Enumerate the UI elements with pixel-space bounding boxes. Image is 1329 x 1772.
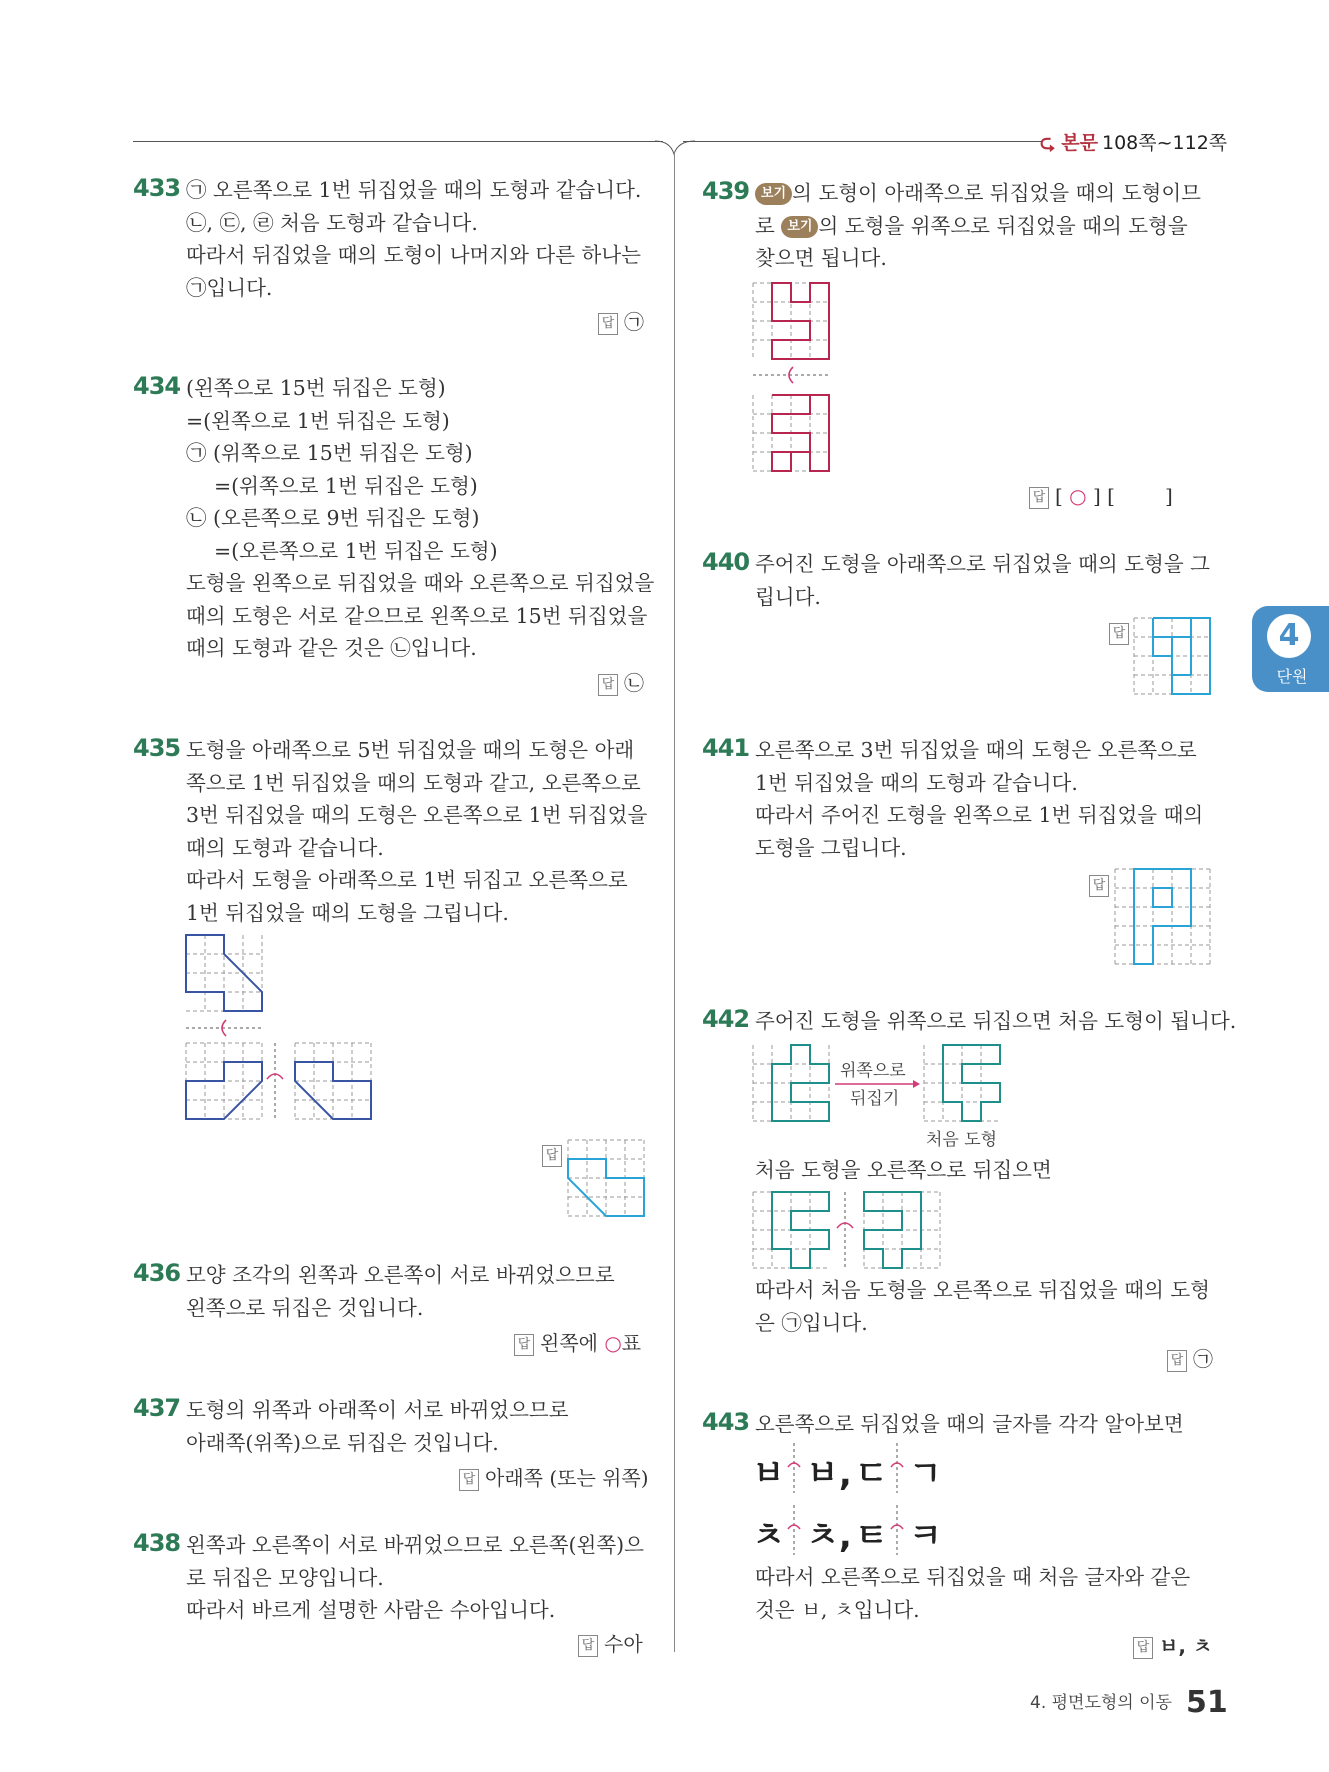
- problem-number: 435: [133, 734, 181, 762]
- flip-right-indicator: [786, 1505, 802, 1555]
- figure-442-first: [753, 1192, 829, 1268]
- solution-line: ㉠ 오른쪽으로 1번 뒤집었을 때의 도형과 같습니다.: [186, 178, 642, 202]
- solution-line: 도형의 위쪽과 아래쪽이 서로 바뀌었으므로: [186, 1398, 569, 1422]
- header-rule-right: [683, 141, 1043, 142]
- letter-flipped: ㄱ: [909, 1454, 942, 1494]
- flip-right-indicator: [889, 1443, 905, 1493]
- problem-number: 436: [133, 1259, 181, 1287]
- solution-line: 1번 뒤집었을 때의 도형과 같습니다.: [755, 770, 1078, 795]
- solution-line: =(왼쪽으로 1번 뒤집은 도형): [186, 408, 450, 433]
- problem-number: 438: [133, 1529, 181, 1557]
- answer-436: [514, 1327, 641, 1356]
- solution-line: =(위쪽으로 1번 뒤집은 도형): [214, 473, 478, 498]
- solution-text: [186, 1394, 569, 1459]
- solution-line: 왼쪽으로 뒤집은 것입니다.: [186, 1295, 424, 1320]
- solution-text: [755, 734, 1203, 864]
- solution-line: (왼쪽으로 15번 뒤집은 도형): [186, 376, 446, 400]
- solution-line: 때의 도형과 같습니다.: [186, 835, 384, 860]
- solution-line: 보기 의 도형이 아래쪽으로 뒤집었을 때의 도형이므: [755, 177, 1201, 210]
- answer-mark: 답: [1029, 487, 1049, 509]
- solution-line: 3번 뒤집었을 때의 도형은 오른쪽으로 1번 뒤집었을: [186, 803, 648, 827]
- solution-line: 따라서 바르게 설명한 사람은 수아입니다.: [186, 1598, 556, 1622]
- solution-line: 오른쪽으로 3번 뒤집었을 때의 도형은 오른쪽으로: [755, 738, 1197, 762]
- figure-442-given: [753, 1045, 829, 1121]
- solution-text: [186, 1529, 644, 1627]
- problem-442-conclusion: [755, 1274, 1210, 1339]
- answer-434: [598, 667, 644, 696]
- answer-437: [459, 1462, 649, 1491]
- figure-435-flipped-down: [186, 1043, 262, 1119]
- problem-number: 440: [702, 548, 750, 576]
- problem-443-conclusion: [755, 1561, 1190, 1626]
- answer-value: 수아: [604, 1632, 643, 1656]
- solution-line: 도형을 왼쪽으로 뒤집었을 때와 오른쪽으로 뒤집었을: [186, 571, 655, 595]
- flip-right-indicator: [786, 1443, 802, 1493]
- answer-value: 아래쪽 (또는 위쪽): [485, 1466, 649, 1490]
- answer-value: ㉠: [1193, 1347, 1213, 1371]
- solution-line: 따라서 뒤집었을 때의 도형이 나머지와 다른 하나는: [186, 243, 641, 267]
- reference-pages: 108쪽~112쪽: [1102, 132, 1228, 154]
- solution-text: [755, 1408, 1184, 1441]
- problem-number: 439: [702, 177, 750, 205]
- solution-line: 주어진 도형을 위쪽으로 뒤집으면 처음 도형이 됩니다.: [755, 1009, 1237, 1033]
- reference-keyword: 본문: [1061, 132, 1098, 154]
- answer-440-mark: [1109, 620, 1135, 645]
- page-number: 51: [1185, 1685, 1228, 1720]
- solution-line: 따라서 처음 도형을 오른쪽으로 뒤집었을 때의 도형: [755, 1278, 1210, 1302]
- answer-441-mark: [1089, 872, 1115, 897]
- solution-text: [186, 174, 641, 304]
- answer-mark: 답: [598, 674, 618, 696]
- problem-number: 433: [133, 174, 181, 202]
- bogi-badge: 보기: [755, 183, 792, 205]
- solution-line: 모양 조각의 왼쪽과 오른쪽이 서로 바뀌었으므로: [186, 1263, 615, 1287]
- answer-mark: 답: [578, 1635, 598, 1657]
- answer-mark: 답: [1089, 875, 1109, 897]
- flip-right-indicator: [834, 1192, 856, 1268]
- letter-original: ㅂ: [752, 1454, 785, 1494]
- bogi-badge: 보기: [781, 216, 818, 238]
- solution-text: [186, 734, 647, 929]
- answer-438: [578, 1628, 643, 1657]
- solution-line: ㉠ (위쪽으로 15번 뒤집은 도형): [186, 441, 473, 465]
- answer-value-suffix: 표: [621, 1331, 642, 1355]
- solution-line: ㉠입니다.: [186, 275, 273, 300]
- solution-text: [755, 548, 1210, 613]
- answer-value: 왼쪽에: [540, 1331, 598, 1355]
- solution-line: 따라서 주어진 도형을 왼쪽으로 1번 뒤집었을 때의: [755, 803, 1204, 827]
- solution-line: 로 뒤집은 모양입니다.: [186, 1565, 384, 1590]
- solution-line: 것은 ㅂ, ㅊ입니다.: [755, 1597, 920, 1622]
- unit-tab: [1252, 606, 1329, 692]
- figure-439-top: [753, 283, 829, 359]
- letter-original: ㄷ: [855, 1454, 888, 1494]
- solution-line: 도형을 아래쪽으로 5번 뒤집었을 때의 도형은 아래: [186, 738, 635, 762]
- answer-mark: 답: [459, 1469, 479, 1491]
- problem-number: 437: [133, 1394, 181, 1422]
- answer-mark: 답: [1133, 1637, 1153, 1659]
- answer-value: ㉡: [624, 671, 644, 695]
- figure-439-bottom: [753, 395, 829, 471]
- solution-line: 때의 도형은 서로 같으므로 왼쪽으로 15번 뒤집었을: [186, 603, 648, 628]
- answer-433: [598, 306, 644, 335]
- unit-label: 단원: [1276, 667, 1308, 686]
- answer-value: ㉠: [624, 310, 644, 334]
- solution-line: 도형을 그립니다.: [755, 835, 907, 860]
- problem-number: 434: [133, 372, 181, 400]
- solution-line: 왼쪽과 오른쪽이 서로 바뀌었으므로 오른쪽(왼쪽)으: [186, 1533, 644, 1557]
- flip-right-indicator: [889, 1505, 905, 1555]
- solution-line: 찾으면 됩니다.: [755, 246, 887, 270]
- figure-caption: 처음 도형: [926, 1130, 998, 1150]
- solution-line: =(오른쪽으로 1번 뒤집은 도형): [214, 538, 498, 563]
- unit-number: 4: [1267, 614, 1311, 658]
- chapter-title: 4. 평면도형의 이동: [1030, 1693, 1172, 1713]
- flip-down-indicator: [753, 365, 829, 385]
- textbook-reference: [1040, 128, 1227, 161]
- answer-mark: 답: [1167, 1350, 1187, 1372]
- figure-442-flipped: [864, 1192, 940, 1268]
- solution-line: 쪽으로 1번 뒤집었을 때의 도형과 같고, 오른쪽으로: [186, 770, 641, 795]
- answer-mark: 답: [598, 313, 618, 335]
- flip-right-indicator: [264, 1043, 286, 1119]
- answer-circle-mark: ○: [1069, 484, 1087, 508]
- answer-440-figure: [1134, 618, 1210, 694]
- solution-line: 따라서 오른쪽으로 뒤집었을 때 처음 글자와 같은: [755, 1565, 1191, 1589]
- answer-442: [1167, 1343, 1213, 1372]
- answer-443: [1133, 1630, 1212, 1659]
- flip-down-indicator: [186, 1018, 262, 1038]
- solution-line: 립니다.: [755, 584, 821, 609]
- answer-mark: 답: [514, 1334, 534, 1356]
- header-rule-left: [133, 141, 663, 142]
- solution-line: 아래쪽(위쪽)으로 뒤집은 것입니다.: [186, 1430, 499, 1455]
- answer-435-mark: [542, 1142, 568, 1167]
- figure-435-flipped-right: [295, 1043, 371, 1119]
- solution-line: 1번 뒤집었을 때의 도형을 그립니다.: [186, 900, 509, 925]
- solution-line: 은 ㉠입니다.: [755, 1310, 868, 1335]
- answer-circle-mark: ○: [604, 1331, 622, 1355]
- letter-flipped: ㅊ,: [806, 1516, 852, 1556]
- column-divider: [674, 152, 675, 1652]
- reference-arrow-icon: ⮎: [1040, 132, 1056, 154]
- letter-original: ㅌ: [855, 1516, 888, 1556]
- answer-mark: 답: [542, 1145, 562, 1167]
- solution-line: ㉡, ㉢, ㉣ 처음 도형과 같습니다.: [186, 210, 478, 235]
- answer-value: ㅂ, ㅊ: [1159, 1634, 1213, 1658]
- solution-line: 때의 도형과 같은 것은 ㉡입니다.: [186, 636, 477, 660]
- solution-line: 주어진 도형을 아래쪽으로 뒤집었을 때의 도형을 그: [755, 552, 1210, 576]
- solution-text: [186, 1259, 615, 1324]
- letter-flipped: ㅂ,: [806, 1454, 852, 1494]
- problem-number: 442: [702, 1005, 750, 1033]
- solution-line: ㉡ (오른쪽으로 9번 뒤집은 도형): [186, 506, 480, 530]
- solution-line: 처음 도형을 오른쪽으로 뒤집으면: [755, 1158, 1052, 1182]
- arrow-label-top: 위쪽으로: [840, 1061, 906, 1081]
- answer-439: 답 [ ○ ] [ ]: [1029, 484, 1173, 509]
- figure-442-original: [924, 1045, 1000, 1121]
- answer-mark: 답: [1109, 623, 1129, 645]
- solution-text: [186, 372, 654, 665]
- problem-number: 441: [702, 734, 750, 762]
- solution-line: 로 보기 의 도형을 위쪽으로 뒤집었을 때의 도형을: [755, 213, 1188, 238]
- problem-number: 443: [702, 1408, 750, 1436]
- page-footer: [1030, 1685, 1228, 1720]
- solution-text: [755, 1005, 1236, 1038]
- solution-line: 따라서 도형을 아래쪽으로 1번 뒤집고 오른쪽으로: [186, 868, 628, 892]
- letter-flipped: ㅋ: [909, 1516, 942, 1556]
- solution-text: [755, 177, 1201, 275]
- answer-435-figure: [568, 1140, 644, 1216]
- arrow-label-bottom: 뒤집기: [850, 1089, 900, 1109]
- letter-original: ㅊ: [752, 1516, 785, 1556]
- figure-435-original: [186, 935, 262, 1011]
- solution-line: 오른쪽으로 뒤집었을 때의 글자를 각각 알아보면: [755, 1412, 1184, 1436]
- answer-441-figure: [1115, 869, 1210, 964]
